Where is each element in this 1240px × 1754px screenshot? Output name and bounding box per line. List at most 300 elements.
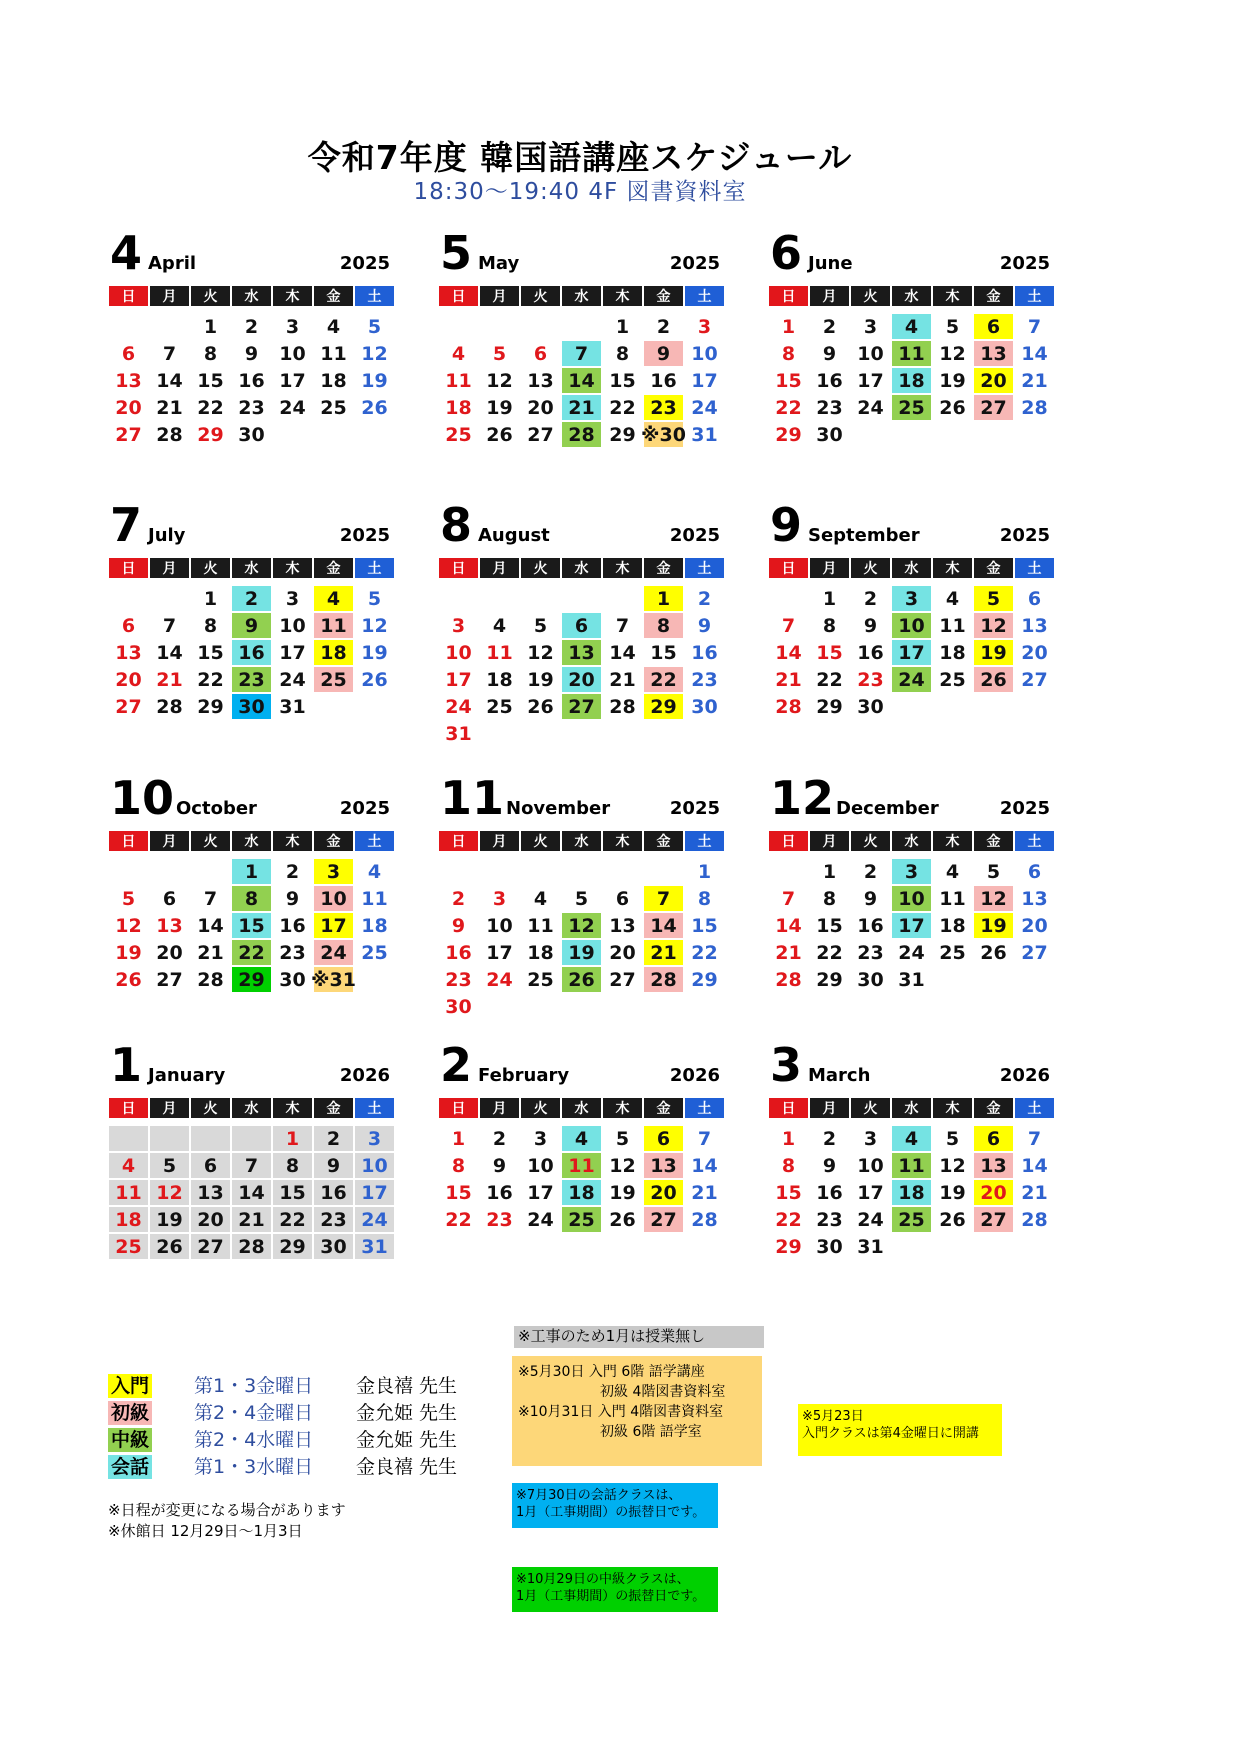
day-cell: 31 <box>445 722 472 745</box>
month-days-grid <box>768 286 1052 448</box>
month-name: February <box>478 1065 570 1086</box>
day-cell: 15 <box>232 913 271 938</box>
day-cell: 26 <box>939 396 966 419</box>
day-cell: 28 <box>775 968 802 991</box>
day-cell: 29 <box>609 423 636 446</box>
day-cell: 26 <box>609 1208 636 1231</box>
day-cell: 27 <box>1021 668 1048 691</box>
month-year: 2025 <box>999 525 1050 546</box>
weekday-header: 火 <box>521 1098 560 1118</box>
empty-cell <box>521 721 560 746</box>
day-cell: 13 <box>115 641 142 664</box>
weekday-header: 月 <box>810 831 849 851</box>
day-cell: 27 <box>974 1207 1013 1232</box>
day-cell: 29 <box>816 968 843 991</box>
day-cell: 2 <box>244 315 259 338</box>
day-cell: 30 <box>445 995 472 1018</box>
day-cell: 5 <box>945 1127 960 1150</box>
month-days-grid <box>768 558 1052 720</box>
weekday-header: 木 <box>273 1098 312 1118</box>
weekday-header: 木 <box>273 831 312 851</box>
empty-cell <box>892 422 931 447</box>
weekday-header: 月 <box>150 1098 189 1118</box>
month-year: 2026 <box>999 1065 1050 1086</box>
day-cell: 10 <box>355 1153 394 1178</box>
empty-cell <box>1015 422 1054 447</box>
month-february <box>438 1030 722 1233</box>
day-cell: 7 <box>644 886 683 911</box>
day-cell: 21 <box>644 940 683 965</box>
day-cell: 15 <box>775 369 802 392</box>
empty-cell <box>439 586 478 611</box>
day-cell: 23 <box>314 1207 353 1232</box>
day-cell: 28 <box>562 422 601 447</box>
month-header <box>768 490 1052 550</box>
empty-cell <box>933 694 972 719</box>
weekday-header: 水 <box>232 558 271 578</box>
day-cell: 5 <box>367 315 382 338</box>
weekday-header: 火 <box>191 1098 230 1118</box>
day-cell: 16 <box>691 641 718 664</box>
day-cell: 5 <box>150 1153 189 1178</box>
day-cell: 2 <box>451 887 466 910</box>
day-cell: 19 <box>939 369 966 392</box>
day-cell: 6 <box>615 887 630 910</box>
day-cell: 25 <box>892 1207 931 1232</box>
month-year: 2025 <box>669 525 720 546</box>
day-cell: 17 <box>279 369 306 392</box>
day-cell: 11 <box>320 342 347 365</box>
day-cell: 22 <box>197 668 224 691</box>
day-cell: 22 <box>775 396 802 419</box>
weekday-header: 土 <box>355 286 394 306</box>
legend-badge: 入門 <box>108 1374 152 1398</box>
day-cell: 13 <box>156 914 183 937</box>
day-cell: 5 <box>533 614 548 637</box>
weekday-header: 日 <box>109 1098 148 1118</box>
day-cell: 18 <box>939 641 966 664</box>
day-cell: 10 <box>314 886 353 911</box>
weekday-header: 日 <box>769 558 808 578</box>
month-header <box>438 1030 722 1090</box>
day-cell: 18 <box>939 914 966 937</box>
day-cell: 1 <box>822 587 837 610</box>
empty-cell <box>480 721 519 746</box>
day-cell: 16 <box>232 640 271 665</box>
day-cell: 24 <box>445 695 472 718</box>
day-cell: 30 <box>279 968 306 991</box>
weekday-header: 月 <box>150 286 189 306</box>
month-name: April <box>148 253 197 274</box>
weekday-header: 金 <box>644 558 683 578</box>
day-cell: 9 <box>451 914 466 937</box>
legend-row-kaiwa <box>108 1453 488 1480</box>
day-cell: 24 <box>314 940 353 965</box>
note-line: ※10月31日 入門 4階図書資料室 <box>518 1404 724 1420</box>
day-cell: 15 <box>273 1180 312 1205</box>
month-days-grid <box>768 1098 1052 1260</box>
day-cell: 1 <box>697 860 712 883</box>
note-line: 入門クラスは第4金曜日に開講 <box>802 1426 979 1441</box>
legend-row-chukyu <box>108 1426 488 1453</box>
day-cell: 17 <box>355 1180 394 1205</box>
month-number: 4 <box>110 226 143 280</box>
day-cell: 23 <box>238 396 265 419</box>
weekday-header: 土 <box>1015 558 1054 578</box>
day-cell: 19 <box>974 913 1013 938</box>
empty-cell <box>314 694 353 719</box>
day-cell: 11 <box>361 887 388 910</box>
day-cell: 5 <box>986 860 1001 883</box>
empty-cell <box>314 422 353 447</box>
day-cell: 13 <box>191 1180 230 1205</box>
weekday-header: 金 <box>314 831 353 851</box>
weekday-header: 木 <box>933 831 972 851</box>
footnotes <box>108 1500 346 1542</box>
month-header <box>768 1030 1052 1090</box>
day-cell: 8 <box>697 887 712 910</box>
day-cell: 26 <box>361 396 388 419</box>
day-cell: 21 <box>156 668 183 691</box>
day-cell: 7 <box>1027 315 1042 338</box>
day-cell: 12 <box>486 369 513 392</box>
legend-schedule: 第2・4金曜日 <box>194 1402 314 1424</box>
day-cell: 30 <box>857 968 884 991</box>
day-cell: 11 <box>527 914 554 937</box>
day-cell: 18 <box>361 914 388 937</box>
note-line: 初級 4階図書資料室 <box>600 1384 726 1400</box>
weekday-header: 日 <box>439 286 478 306</box>
day-cell: 24 <box>857 1208 884 1231</box>
day-cell: 20 <box>191 1207 230 1232</box>
day-cell: 2 <box>314 1126 353 1151</box>
day-cell: 16 <box>314 1180 353 1205</box>
day-cell: 2 <box>232 586 271 611</box>
day-cell: 9 <box>232 613 271 638</box>
day-cell: 2 <box>285 860 300 883</box>
day-cell: 11 <box>445 369 472 392</box>
day-cell: 18 <box>445 396 472 419</box>
month-name: January <box>148 1065 226 1086</box>
empty-cell <box>355 694 394 719</box>
month-header <box>108 1030 392 1090</box>
day-cell: 7 <box>1027 1127 1042 1150</box>
day-cell: 11 <box>939 887 966 910</box>
weekday-header: 月 <box>480 831 519 851</box>
day-cell: 17 <box>445 668 472 691</box>
empty-cell <box>769 859 808 884</box>
day-cell: 10 <box>857 1154 884 1177</box>
month-june <box>768 218 1052 448</box>
weekday-header: 水 <box>892 831 931 851</box>
day-cell: 10 <box>279 614 306 637</box>
day-cell: 24 <box>857 396 884 419</box>
day-cell: 8 <box>273 1153 312 1178</box>
day-cell: 19 <box>527 668 554 691</box>
day-cell: 15 <box>650 641 677 664</box>
day-cell: 2 <box>697 587 712 610</box>
day-cell: 28 <box>1021 1208 1048 1231</box>
day-cell: 8 <box>822 614 837 637</box>
month-number: 12 <box>770 771 835 825</box>
empty-cell <box>644 994 683 1019</box>
day-cell: 7 <box>203 887 218 910</box>
empty-cell <box>974 967 1013 992</box>
day-cell: 8 <box>644 613 683 638</box>
empty-cell <box>150 1126 189 1151</box>
day-cell: 5 <box>945 315 960 338</box>
month-year: 2025 <box>999 253 1050 274</box>
month-november <box>438 763 722 1020</box>
empty-cell <box>150 314 189 339</box>
day-cell: 8 <box>781 1154 796 1177</box>
weekday-header: 木 <box>603 286 642 306</box>
month-march <box>768 1030 1052 1260</box>
empty-cell <box>603 721 642 746</box>
month-days-grid <box>108 831 392 993</box>
day-cell: 25 <box>445 423 472 446</box>
day-cell: 20 <box>156 941 183 964</box>
note-box-room-change <box>512 1356 762 1466</box>
day-cell: 18 <box>892 1180 931 1205</box>
day-cell: 25 <box>939 668 966 691</box>
note-closed-days: ※休館日 12月29日〜1月3日 <box>108 1522 303 1540</box>
day-cell: 9 <box>644 341 683 366</box>
month-july <box>108 490 392 720</box>
weekday-header: 水 <box>232 831 271 851</box>
month-october <box>108 763 392 993</box>
day-cell: 30 <box>238 423 265 446</box>
day-cell: 12 <box>939 342 966 365</box>
legend-schedule: 第2・4水曜日 <box>194 1429 314 1451</box>
day-cell: 20 <box>115 668 142 691</box>
day-cell: 16 <box>857 641 884 664</box>
day-cell: 21 <box>562 395 601 420</box>
month-year: 2025 <box>339 798 390 819</box>
month-header <box>768 218 1052 278</box>
empty-cell <box>480 586 519 611</box>
day-cell: 8 <box>781 342 796 365</box>
day-cell: 29 <box>691 968 718 991</box>
weekday-header: 火 <box>851 286 890 306</box>
day-cell: 21 <box>1021 1181 1048 1204</box>
month-header <box>438 218 722 278</box>
note-line: ※5月30日 入門 6階 語学講座 <box>518 1364 705 1380</box>
day-cell: 30 <box>857 695 884 718</box>
day-cell: 27 <box>562 694 601 719</box>
day-cell: 3 <box>533 1127 548 1150</box>
day-cell: 18 <box>109 1207 148 1232</box>
day-cell: 12 <box>974 613 1013 638</box>
weekday-header: 水 <box>232 1098 271 1118</box>
month-number: 6 <box>770 226 803 280</box>
weekday-header: 土 <box>355 1098 394 1118</box>
month-august <box>438 490 722 747</box>
empty-cell <box>109 1126 148 1151</box>
day-cell: 18 <box>562 1180 601 1205</box>
weekday-header: 月 <box>150 831 189 851</box>
day-cell: 20 <box>974 368 1013 393</box>
day-cell: 19 <box>115 941 142 964</box>
day-cell: 22 <box>691 941 718 964</box>
note-line: 1月（工事期間）の振替日です。 <box>516 1589 706 1604</box>
weekday-header: 日 <box>109 286 148 306</box>
note-box-may23 <box>798 1404 1002 1456</box>
day-cell: 20 <box>644 1180 683 1205</box>
class-legend <box>108 1372 488 1480</box>
empty-cell <box>974 422 1013 447</box>
weekday-header: 月 <box>810 1098 849 1118</box>
month-december <box>768 763 1052 993</box>
weekday-header: 日 <box>439 1098 478 1118</box>
month-number: 1 <box>110 1038 143 1092</box>
day-cell: 26 <box>115 968 142 991</box>
note-box-oct29-makeup <box>512 1567 718 1612</box>
day-cell: 26 <box>361 668 388 691</box>
day-cell: 1 <box>203 315 218 338</box>
day-cell: 16 <box>445 941 472 964</box>
weekday-header: 土 <box>685 286 724 306</box>
weekday-header: 木 <box>603 1098 642 1118</box>
day-cell: 27 <box>191 1234 230 1259</box>
day-cell: 19 <box>562 940 601 965</box>
day-cell: 5 <box>974 586 1013 611</box>
day-cell: 8 <box>232 886 271 911</box>
day-cell: 16 <box>650 369 677 392</box>
day-cell: 4 <box>326 315 341 338</box>
day-cell: 15 <box>445 1181 472 1204</box>
day-cell: 23 <box>691 668 718 691</box>
day-cell: 28 <box>609 695 636 718</box>
day-cell: 14 <box>775 641 802 664</box>
day-cell: 6 <box>562 613 601 638</box>
weekday-header: 土 <box>685 558 724 578</box>
weekday-header: 木 <box>603 831 642 851</box>
day-cell: 6 <box>644 1126 683 1151</box>
weekday-header: 土 <box>355 558 394 578</box>
weekday-header: 土 <box>685 1098 724 1118</box>
day-cell: 30 <box>232 694 271 719</box>
day-cell: 25 <box>562 1207 601 1232</box>
day-cell: 28 <box>1021 396 1048 419</box>
day-cell: 22 <box>232 940 271 965</box>
weekday-header: 月 <box>480 1098 519 1118</box>
note-line: ※10月29日の中級クラスは、 <box>516 1572 690 1587</box>
legend-badge: 中級 <box>108 1428 152 1452</box>
day-cell: 4 <box>367 860 382 883</box>
weekday-header: 金 <box>314 1098 353 1118</box>
day-cell: 4 <box>109 1153 148 1178</box>
weekday-header: 月 <box>810 558 849 578</box>
day-cell: 3 <box>314 859 353 884</box>
day-cell: 27 <box>644 1207 683 1232</box>
legend-teacher: 金允姫 先生 <box>356 1429 458 1451</box>
day-cell: 1 <box>203 587 218 610</box>
day-cell: 10 <box>892 886 931 911</box>
month-days-grid <box>768 831 1052 993</box>
day-cell: ※31 <box>311 968 356 991</box>
weekday-header: 月 <box>150 558 189 578</box>
day-cell: 29 <box>232 967 271 992</box>
day-cell: 18 <box>486 668 513 691</box>
day-cell: 6 <box>974 1126 1013 1151</box>
day-cell: 11 <box>486 641 513 664</box>
day-cell: 10 <box>892 613 931 638</box>
weekday-header: 土 <box>355 831 394 851</box>
note-line: ※7月30日の会話クラスは、 <box>516 1488 682 1503</box>
day-cell: 13 <box>115 369 142 392</box>
day-cell: 1 <box>644 586 683 611</box>
day-cell: 4 <box>492 614 507 637</box>
day-cell: 3 <box>451 614 466 637</box>
day-cell: 22 <box>609 396 636 419</box>
day-cell: 17 <box>892 913 931 938</box>
empty-cell <box>685 994 724 1019</box>
day-cell: 30 <box>314 1234 353 1259</box>
weekday-header: 火 <box>191 286 230 306</box>
month-number: 10 <box>110 771 175 825</box>
day-cell: 28 <box>197 968 224 991</box>
day-cell: 26 <box>980 941 1007 964</box>
day-cell: 6 <box>121 342 136 365</box>
month-year: 2026 <box>669 1065 720 1086</box>
month-name: November <box>506 798 611 819</box>
day-cell: 26 <box>939 1208 966 1231</box>
day-cell: 17 <box>486 941 513 964</box>
day-cell: 15 <box>816 914 843 937</box>
day-cell: 6 <box>121 614 136 637</box>
weekday-header: 金 <box>974 831 1013 851</box>
day-cell: 24 <box>279 668 306 691</box>
empty-cell <box>685 721 724 746</box>
day-cell: 14 <box>609 641 636 664</box>
weekday-header: 火 <box>521 831 560 851</box>
month-year: 2025 <box>339 253 390 274</box>
weekday-header: 土 <box>1015 286 1054 306</box>
month-number: 5 <box>440 226 473 280</box>
legend-row-shokyu <box>108 1399 488 1426</box>
day-cell: 17 <box>527 1181 554 1204</box>
day-cell: 15 <box>609 369 636 392</box>
day-cell: 17 <box>279 641 306 664</box>
note-line: 1月（工事期間）の振替日です。 <box>516 1505 706 1520</box>
day-cell: 4 <box>562 1126 601 1151</box>
day-cell: 27 <box>1021 941 1048 964</box>
month-may <box>438 218 722 448</box>
month-number: 9 <box>770 498 803 552</box>
month-days-grid <box>108 286 392 448</box>
day-cell: 24 <box>527 1208 554 1231</box>
month-number: 2 <box>440 1038 473 1092</box>
day-cell: 17 <box>857 369 884 392</box>
weekday-header: 日 <box>109 558 148 578</box>
empty-cell <box>562 994 601 1019</box>
day-cell: 2 <box>822 1127 837 1150</box>
weekday-header: 水 <box>232 286 271 306</box>
day-cell: 21 <box>232 1207 271 1232</box>
weekday-header: 月 <box>810 286 849 306</box>
note-schedule-change: ※日程が変更になる場合があります <box>108 1501 346 1519</box>
day-cell: 4 <box>892 314 931 339</box>
day-cell: 13 <box>1021 614 1048 637</box>
day-cell: 22 <box>775 1208 802 1231</box>
day-cell: 24 <box>691 396 718 419</box>
month-year: 2026 <box>339 1065 390 1086</box>
empty-cell <box>109 586 148 611</box>
day-cell: 29 <box>644 694 683 719</box>
day-cell: 3 <box>863 315 878 338</box>
day-cell: 29 <box>775 423 802 446</box>
